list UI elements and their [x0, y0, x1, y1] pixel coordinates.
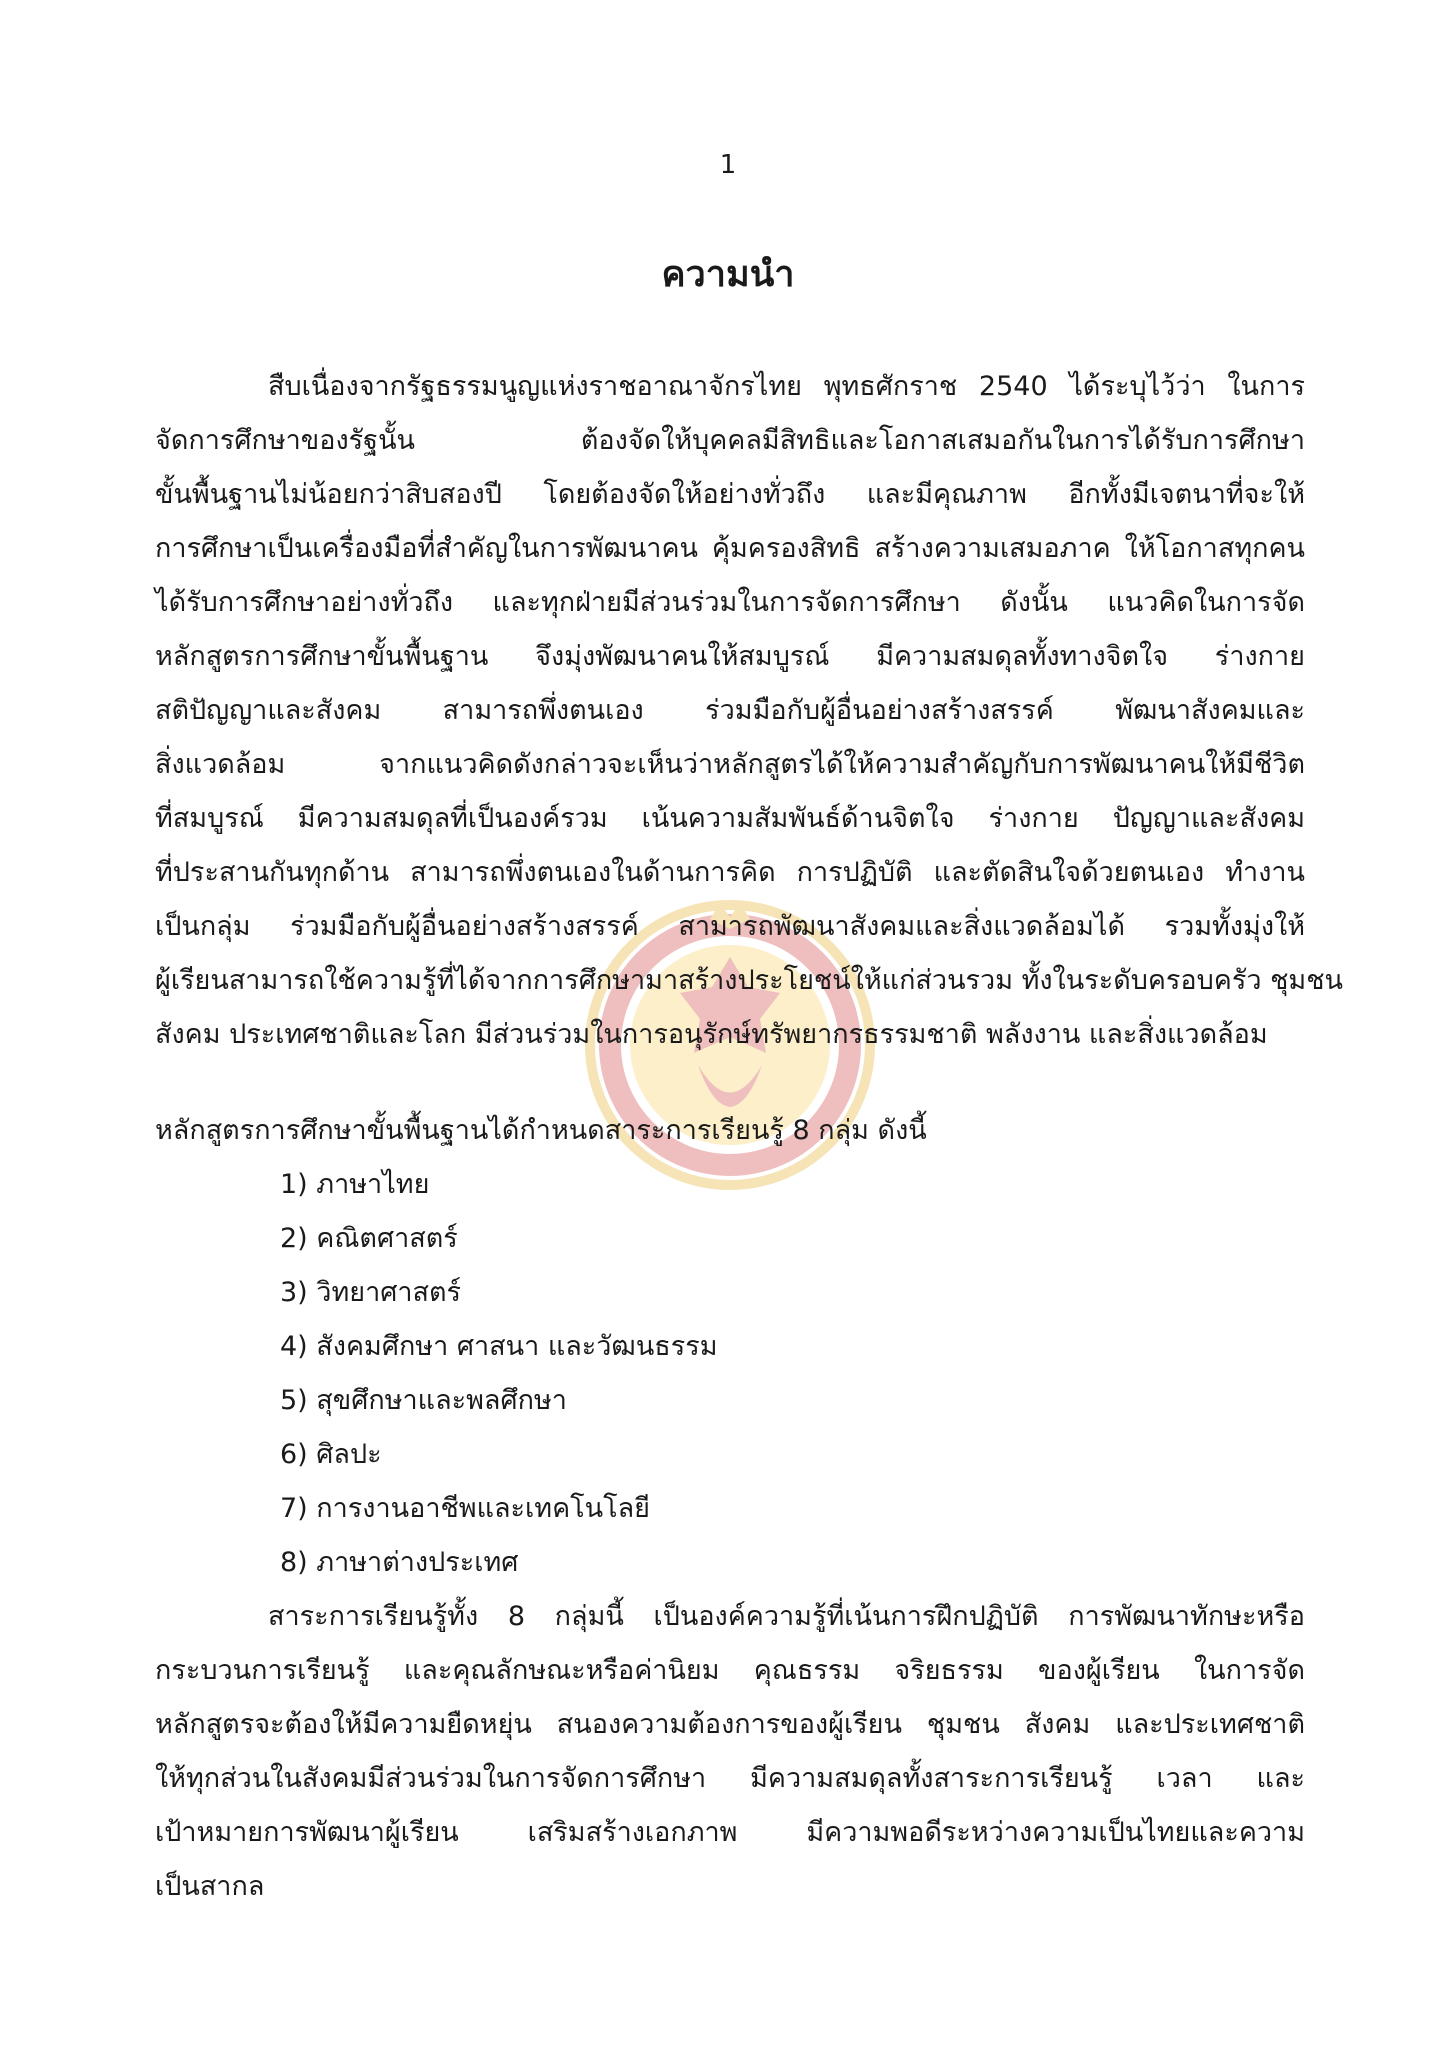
paragraph-line: ผู้เรียนสามารถใช้ความรู้ที่ได้จากการศึกษามาสร้างประโยชน์ให้แก่ส่วนรวม ทั้งในระดับครอบครัว ชุมชน: [155, 965, 1343, 996]
paragraph-line: หลักสูตรจะต้องให้มีความยืดหยุ่น สนองความต้องการของผู้เรียน ชุมชน สังคม และประเทศชาติ: [155, 1709, 1305, 1740]
subject-item: 3) วิทยาศาสตร์: [280, 1277, 462, 1308]
page-title: ความนำ: [661, 254, 795, 295]
subjects-intro: หลักสูตรการศึกษาขั้นพื้นฐานได้กำหนดสาระการเรียนรู้ 8 กลุ่ม ดังนี้: [155, 1115, 927, 1146]
paragraph-line: สิ่งแวดล้อม จากแนวคิดดังกล่าวจะเห็นว่าหลักสูตรได้ให้ความสำคัญกับการพัฒนาคนให้มีชีวิต: [155, 749, 1305, 780]
subject-item: 5) สุขศึกษาและพลศึกษา: [280, 1385, 567, 1416]
paragraph-line: การศึกษาเป็นเครื่องมือที่สำคัญในการพัฒนาคน คุ้มครองสิทธิ สร้างความเสมอภาค ให้โอกาสทุกคน: [155, 533, 1305, 564]
paragraph-line: หลักสูตรการศึกษาขั้นพื้นฐาน จึงมุ่งพัฒนาคนให้สมบูรณ์ มีความสมดุลทั้งทางจิตใจ ร่างกาย: [155, 641, 1305, 672]
paragraph-line: ได้รับการศึกษาอย่างทั่วถึง และทุกฝ่ายมีส่วนร่วมในการจัดการศึกษา ดังนั้น แนวคิดในการจัด: [155, 587, 1305, 618]
paragraph-line: ที่ประสานกันทุกด้าน สามารถพึ่งตนเองในด้านการคิด การปฏิบัติ และตัดสินใจด้วยตนเอง ทำงาน: [155, 857, 1305, 888]
page-number: 1: [719, 150, 737, 180]
subject-item: 1) ภาษาไทย: [280, 1169, 430, 1200]
paragraph-line: ที่สมบูรณ์ มีความสมดุลที่เป็นองค์รวม เน้นความสัมพันธ์ด้านจิตใจ ร่างกาย ปัญญาและสังคม: [155, 803, 1305, 834]
paragraph-line: ให้ทุกส่วนในสังคมมีส่วนร่วมในการจัดการศึกษา มีความสมดุลทั้งสาระการเรียนรู้ เวลา และ: [155, 1763, 1305, 1794]
subject-item: 7) การงานอาชีพและเทคโนโลยี: [280, 1493, 650, 1524]
paragraph-line: สืบเนื่องจากรัฐธรรมนูญแห่งราชอาณาจักรไทย พุทธศักราช 2540 ได้ระบุไว้ว่า ในการ: [268, 371, 1305, 402]
paragraph-line: ขั้นพื้นฐานไม่น้อยกว่าสิบสองปี โดยต้องจัดให้อย่างทั่วถึง และมีคุณภาพ อีกทั้งมีเจตนาที่จะให้: [155, 479, 1305, 510]
subject-item: 6) ศิลปะ: [280, 1439, 382, 1470]
paragraph-line: สติปัญญาและสังคม สามารถพึ่งตนเอง ร่วมมือกับผู้อื่นอย่างสร้างสรรค์ พัฒนาสังคมและ: [155, 695, 1305, 726]
paragraph-line: กระบวนการเรียนรู้ และคุณลักษณะหรือค่านิยม คุณธรรม จริยธรรม ของผู้เรียน ในการจัด: [155, 1655, 1305, 1686]
subject-item: 2) คณิตศาสตร์: [280, 1223, 458, 1254]
subject-item: 4) สังคมศึกษา ศาสนา และวัฒนธรรม: [280, 1331, 718, 1362]
paragraph-line: เป็นสากล: [155, 1871, 265, 1902]
paragraph-line: เป็นกลุ่ม ร่วมมือกับผู้อื่นอย่างสร้างสรรค์ สามารถพัฒนาสังคมและสิ่งแวดล้อมได้ รวมทั้งมุ่งให้: [155, 911, 1305, 942]
paragraph-line: จัดการศึกษาของรัฐนั้น ต้องจัดให้บุคคลมีสิทธิและโอกาสเสมอกันในการได้รับการศึกษา: [155, 425, 1305, 456]
paragraph-line: สาระการเรียนรู้ทั้ง 8 กลุ่มนี้ เป็นองค์ความรู้ที่เน้นการฝึกปฏิบัติ การพัฒนาทักษะหรือ: [268, 1601, 1305, 1632]
paragraph-line: สังคม ประเทศชาติและโลก มีส่วนร่วมในการอนุรักษ์ทรัพยากรธรรมชาติ พลังงาน และสิ่งแวดล้อม: [155, 1019, 1268, 1050]
subject-item: 8) ภาษาต่างประเทศ: [280, 1547, 519, 1578]
paragraph-line: เป้าหมายการพัฒนาผู้เรียน เสริมสร้างเอกภาพ มีความพอดีระหว่างความเป็นไทยและความ: [155, 1817, 1305, 1848]
